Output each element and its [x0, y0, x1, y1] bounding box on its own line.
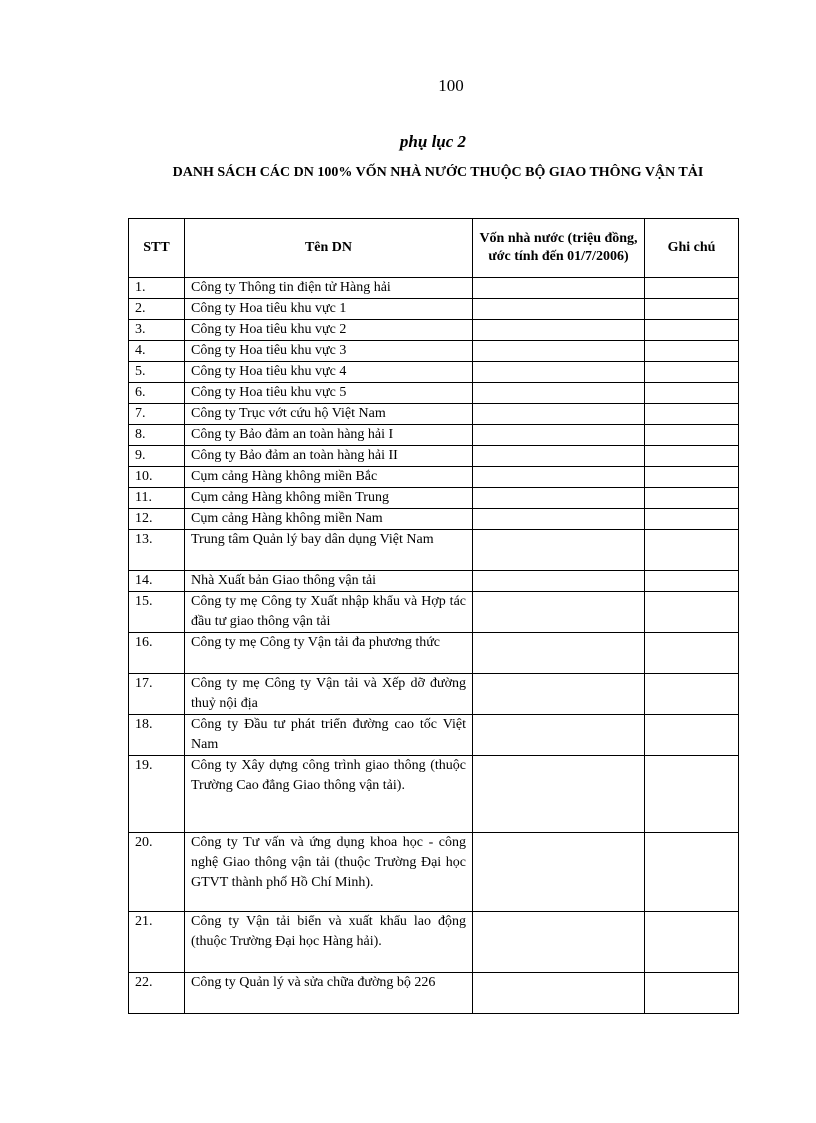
row-stt: 5. [129, 362, 185, 383]
table-row [129, 571, 739, 592]
row-name: Công ty Tư vấn và ứng dụng khoa học - công nghệ Giao thông vận tải (thuộc Trường Đại học GTVT thành phố Hồ Chí Minh). [185, 833, 473, 912]
row-name: Công ty Vận tải biển và xuất khẩu lao động (thuộc Trường Đại học Hàng hải). [185, 912, 473, 973]
table-row [129, 633, 739, 674]
row-capital [473, 320, 645, 341]
row-name: Cụm cảng Hàng không miền Nam [185, 509, 473, 530]
row-stt: 3. [129, 320, 185, 341]
row-note [645, 299, 739, 320]
row-note [645, 320, 739, 341]
table-row [129, 446, 739, 467]
table-row [129, 488, 739, 509]
table-row [129, 467, 739, 488]
row-name: Công ty Hoa tiêu khu vực 4 [185, 362, 473, 383]
row-capital [473, 833, 645, 912]
row-note [645, 973, 739, 1014]
table-row [129, 362, 739, 383]
row-note [645, 715, 739, 756]
table-row [129, 278, 739, 299]
row-name: Công ty Quản lý và sửa chữa đường bộ 226 [185, 973, 473, 1014]
row-name: Trung tâm Quản lý bay dân dụng Việt Nam [185, 530, 473, 571]
row-capital [473, 299, 645, 320]
row-note [645, 341, 739, 362]
table-row [129, 425, 739, 446]
row-note [645, 674, 739, 715]
row-capital [473, 488, 645, 509]
list-title: DANH SÁCH CÁC DN 100% VỐN NHÀ NƯỚC THUỘC BỘ GIAO THÔNG VẬN TẢI [172, 165, 704, 180]
row-capital [473, 278, 645, 299]
row-stt: 22. [129, 973, 185, 1014]
row-stt: 21. [129, 912, 185, 973]
row-capital [473, 571, 645, 592]
table-row [129, 509, 739, 530]
row-name: Công ty Thông tin điện tử Hàng hải [185, 278, 473, 299]
table-row [129, 756, 739, 833]
row-name: Công ty mẹ Công ty Vận tải và Xếp dỡ đường thuỷ nội địa [185, 674, 473, 715]
row-stt: 6. [129, 383, 185, 404]
page-number: 100 [438, 76, 464, 95]
row-stt: 11. [129, 488, 185, 509]
row-stt: 19. [129, 756, 185, 833]
row-note [645, 467, 739, 488]
row-stt: 18. [129, 715, 185, 756]
table-row [129, 341, 739, 362]
row-capital [473, 404, 645, 425]
row-note [645, 592, 739, 633]
row-capital [473, 530, 645, 571]
row-capital [473, 467, 645, 488]
row-name: Công ty Xây dựng công trình giao thông (thuộc Trường Cao đẳng Giao thông vận tải). [185, 756, 473, 833]
table-row [129, 383, 739, 404]
table-row [129, 320, 739, 341]
row-stt: 16. [129, 633, 185, 674]
enterprise-table [128, 218, 739, 1014]
row-capital [473, 973, 645, 1014]
row-capital [473, 446, 645, 467]
row-name: Công ty Hoa tiêu khu vực 5 [185, 383, 473, 404]
row-note [645, 912, 739, 973]
table-row [129, 715, 739, 756]
row-note [645, 571, 739, 592]
row-stt: 20. [129, 833, 185, 912]
row-capital [473, 633, 645, 674]
row-stt: 9. [129, 446, 185, 467]
row-note [645, 488, 739, 509]
row-note [645, 756, 739, 833]
row-stt: 13. [129, 530, 185, 571]
header-capital: Vốn nhà nước (triệu đồng, ước tính đến 01/7/2006) [473, 219, 645, 278]
row-stt: 12. [129, 509, 185, 530]
row-stt: 2. [129, 299, 185, 320]
table-row [129, 404, 739, 425]
row-name: Công ty Hoa tiêu khu vực 1 [185, 299, 473, 320]
row-note [645, 509, 739, 530]
row-stt: 1. [129, 278, 185, 299]
row-name: Công ty Bảo đảm an toàn hàng hải II [185, 446, 473, 467]
row-note [645, 833, 739, 912]
row-stt: 4. [129, 341, 185, 362]
row-capital [473, 509, 645, 530]
row-note [645, 425, 739, 446]
table-row [129, 299, 739, 320]
row-name: Công ty Bảo đảm an toàn hàng hải I [185, 425, 473, 446]
row-note [645, 362, 739, 383]
row-capital [473, 674, 645, 715]
row-capital [473, 592, 645, 633]
header-note: Ghi chú [645, 219, 739, 278]
row-note [645, 404, 739, 425]
row-note [645, 446, 739, 467]
table-row [129, 674, 739, 715]
row-capital [473, 383, 645, 404]
row-capital [473, 362, 645, 383]
table-row [129, 973, 739, 1014]
header-name: Tên DN [185, 219, 473, 278]
header-stt: STT [129, 219, 185, 278]
row-stt: 15. [129, 592, 185, 633]
row-name: Nhà Xuất bản Giao thông vận tải [185, 571, 473, 592]
row-capital [473, 425, 645, 446]
row-name: Công ty Đầu tư phát triển đường cao tốc Việt Nam [185, 715, 473, 756]
row-stt: 14. [129, 571, 185, 592]
row-capital [473, 341, 645, 362]
table-row [129, 592, 739, 633]
table-row [129, 530, 739, 571]
row-capital [473, 756, 645, 833]
row-name: Cụm cảng Hàng không miền Bắc [185, 467, 473, 488]
row-capital [473, 715, 645, 756]
row-note [645, 633, 739, 674]
row-name: Cụm cảng Hàng không miền Trung [185, 488, 473, 509]
table-row [129, 912, 739, 973]
row-name: Công ty Hoa tiêu khu vực 2 [185, 320, 473, 341]
row-stt: 7. [129, 404, 185, 425]
appendix-title: phụ lục 2 [399, 132, 467, 151]
row-note [645, 278, 739, 299]
row-note [645, 530, 739, 571]
table-header-row [129, 219, 739, 278]
table-row [129, 833, 739, 912]
row-name: Công ty mẹ Công ty Xuất nhập khẩu và Hợp tác đầu tư giao thông vận tải [185, 592, 473, 633]
row-note [645, 383, 739, 404]
row-name: Công ty Hoa tiêu khu vực 3 [185, 341, 473, 362]
row-stt: 8. [129, 425, 185, 446]
row-name: Công ty mẹ Công ty Vận tải đa phương thức [185, 633, 473, 674]
row-stt: 17. [129, 674, 185, 715]
row-stt: 10. [129, 467, 185, 488]
row-name: Công ty Trục vớt cứu hộ Việt Nam [185, 404, 473, 425]
row-capital [473, 912, 645, 973]
